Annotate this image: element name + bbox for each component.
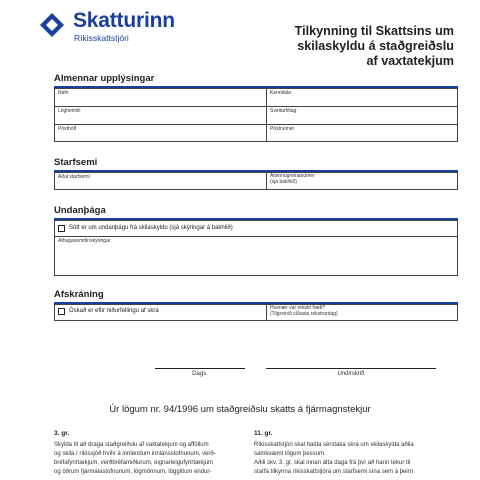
date-line[interactable] (155, 368, 245, 369)
row-divider (54, 236, 458, 237)
kennitala-field[interactable]: Kennitala (270, 90, 291, 96)
section-title-deregistration: Afskráning (54, 289, 104, 300)
name-field[interactable]: Nafn (58, 90, 69, 96)
activity-number-note: (sjá bakhlið) (270, 179, 297, 185)
section-title-general: Almennar upplýsingar (54, 73, 155, 84)
activity-number-label: Atvinnugreinanúmer (270, 173, 315, 179)
left-section-heading: 3. gr. (54, 430, 70, 437)
postbox-field[interactable]: Pósthólf (58, 126, 77, 132)
general-info-grid (54, 88, 458, 142)
law-text-line: og skila í ríkissjóð hvílir á innlendum innlánsstofnunum, verð- (54, 451, 216, 457)
form-title-line: Tilkynning til Skattsins um (294, 24, 454, 38)
skatturinn-logo-icon (36, 9, 68, 41)
row-divider (54, 124, 458, 125)
closing-date-question: Hvenær var rekstri hætt? (270, 305, 326, 311)
form-title-line: af vaxtatekjum (366, 54, 454, 68)
postcode-field[interactable]: Póstnúmer (270, 126, 295, 132)
main-activity-field[interactable]: Aðal starfsemi (58, 174, 90, 180)
row-divider (54, 106, 458, 107)
form-title-line: skilaskyldu á staðgreiðslu (297, 39, 454, 53)
law-text-line: samkvæmt lögum þessum. (254, 451, 326, 457)
date-label: Dags. (192, 371, 208, 377)
left-law-text (54, 441, 254, 477)
signature-line[interactable] (266, 368, 436, 369)
law-text-line: Skylda til að draga staðgreiðslu af vaxtatekjum og afföllum (54, 442, 209, 448)
law-text-line: og öðrum fjármálastofnunum, lögmönnum, löggiltum endur- (54, 469, 212, 475)
deregistration-checkbox[interactable] (58, 308, 65, 315)
closing-date-note: (Tilgreinið síðasta rekstrardag) (270, 311, 338, 317)
exemption-checkbox[interactable] (58, 225, 65, 232)
municipality-field[interactable]: Sveitarfélag (270, 108, 297, 114)
section-title-business: Starfsemi (54, 157, 98, 168)
right-law-text (254, 441, 458, 477)
logo-name: Skatturinn (73, 9, 175, 32)
column-divider (266, 172, 267, 190)
right-section-heading: 11. gr. (254, 430, 273, 437)
closing-date-field[interactable] (270, 305, 338, 317)
law-title: Úr lögum nr. 94/1996 um staðgreiðslu skatts á fjármagnstekjur (109, 404, 371, 415)
exemption-checkbox-label: Sótt er um undanþágu frá skilaskyldu (sjá skýringar á bakhlið) (69, 225, 233, 231)
law-text-line: Aðili skv. 3. gr. skal innan átta daga frá því að hann tekur til (254, 460, 411, 466)
section-title-exemption: Undanþága (54, 205, 106, 216)
deregistration-checkbox-label: Óskað er eftir niðurfellingu af skrá (69, 308, 159, 314)
column-divider (266, 88, 267, 142)
activity-number-field[interactable] (270, 173, 315, 185)
comments-field[interactable]: Athugasemdir/skýringar (58, 238, 111, 244)
law-text-line: bréfafyrirtækjum, verðbréfamiðlurum, eignarleigufyrirtækjum (54, 460, 214, 466)
column-divider (266, 304, 267, 321)
law-text-line: Ríkisskattstjóri skal halda sérstaka skrá um skilaskylda aðila (254, 442, 414, 448)
logo-subtitle: Ríkisskattstjóri (74, 33, 129, 43)
business-grid (54, 172, 458, 190)
law-text-line: starfa tilkynna ríkisskattstjóra um starfsemi sína sem á þeirri (254, 469, 414, 475)
address-field[interactable]: Lögheimili (58, 108, 81, 114)
signature-label: Undirskrift (337, 371, 365, 377)
form-title (224, 24, 454, 69)
